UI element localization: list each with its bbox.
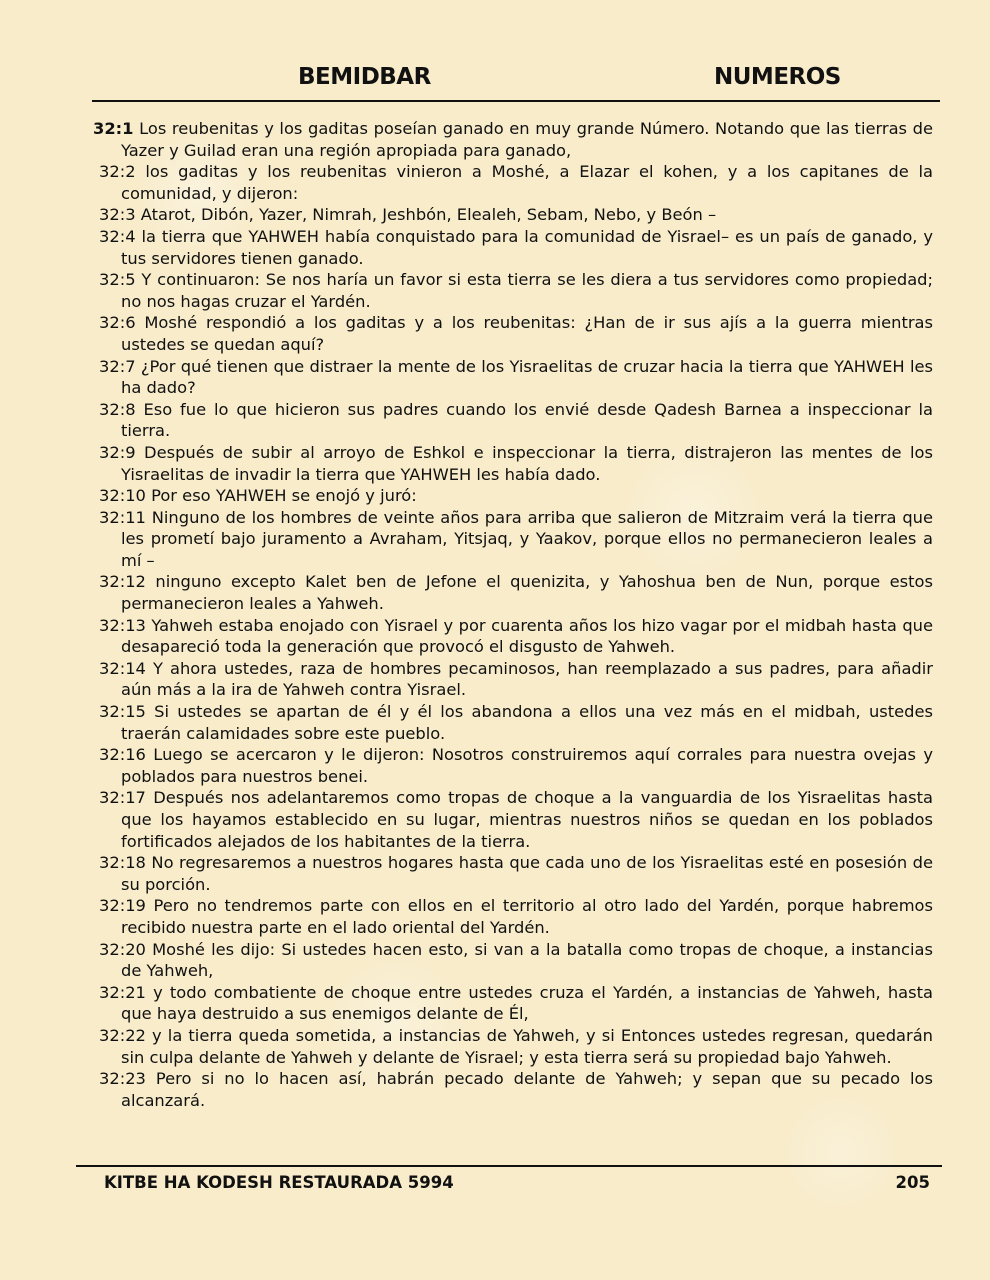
verse-text: Moshé les dijo: Si ustedes hacen esto, si van a la batalla como tropas de choque, a instancias de Yahweh, <box>121 939 933 981</box>
verse <box>93 507 933 572</box>
verse <box>93 744 933 787</box>
verse-text: Y ahora ustedes, raza de hombres pecaminosos, han reemplazado a sus padres, para añadir aún más a la ira de Yahweh contra Yisrael. <box>121 658 933 700</box>
verse-ref: 32:23 <box>99 1069 146 1089</box>
verse-text: Luego se acercaron y le dijeron: Nosotros construiremos aquí corrales para nuestra ovejas y poblados para nuestros benei. <box>121 745 933 786</box>
verse-ref: 32:13 <box>99 615 146 635</box>
verse-text: Pero si no lo hacen así, habrán pecado delante de Yahweh; y sepan que su pecado los alcanzará. <box>121 1069 933 1110</box>
verse <box>93 895 933 938</box>
verse-ref: 32:12 <box>99 572 146 592</box>
verse-text: los gaditas y los reubenitas vinieron a Moshé, a Elazar el kohen, y a los capitanes de la comunidad, y dijeron: <box>121 162 933 203</box>
verse-ref: 32:2 <box>99 162 136 182</box>
verse-ref: 32:3 <box>99 205 136 225</box>
verse-text: Eso fue lo que hicieron sus padres cuando los envié desde Qadesh Barnea a inspeccionar la tierra. <box>121 399 933 441</box>
verse <box>93 269 933 312</box>
verse <box>93 226 933 269</box>
verse-text: y todo combatiente de choque entre ustedes cruza el Yardén, a instancias de Yahweh, hasta que haya destruido a sus enemigos delante de Él, <box>121 982 933 1024</box>
verse <box>93 356 933 399</box>
verse-list <box>93 118 933 1111</box>
verse-ref: 32:6 <box>99 313 136 333</box>
verse <box>93 485 933 507</box>
verse <box>93 852 933 895</box>
verse-text: Pero no tendremos parte con ellos en el territorio al otro lado del Yardén, porque habremos recibido nuestra parte en el lado oriental del Yardén. <box>121 896 933 937</box>
verse <box>93 571 933 614</box>
verse-ref: 32:9 <box>99 442 136 462</box>
verse <box>93 1068 933 1111</box>
verse-ref: 32:10 <box>99 486 146 506</box>
verse <box>93 1025 933 1068</box>
verse <box>93 161 933 204</box>
page-number: 205 <box>895 1173 930 1192</box>
footer-publication-title: KITBE HA KODESH RESTAURADA 5994 <box>104 1173 454 1192</box>
verse <box>93 399 933 442</box>
verse-text: y la tierra queda sometida, a instancias de Yahweh, y si Entonces ustedes regresan, quedarán sin culpa delante de Yahweh y delante de Yisrael; y esta tierra será su propiedad bajo Yahweh. <box>121 1025 933 1067</box>
verse-text: Por eso YAHWEH se enojó y juró: <box>151 486 417 506</box>
verse-ref: 32:14 <box>99 658 146 678</box>
verse-ref: 32:20 <box>99 939 146 959</box>
verse <box>93 442 933 485</box>
verse <box>93 118 933 161</box>
verse-text: Moshé respondió a los gaditas y a los reubenitas: ¿Han de ir sus ajís a la guerra mientras ustedes se quedan aquí? <box>121 313 933 354</box>
verse-text: Atarot, Dibón, Yazer, Nimrah, Jeshbón, Elealeh, Sebam, Nebo, y Beón – <box>140 205 717 225</box>
verse <box>93 615 933 658</box>
header-book-title: BEMIDBAR <box>298 64 431 90</box>
verse <box>93 982 933 1025</box>
verse-ref: 32:21 <box>99 982 146 1002</box>
verse-text: No regresaremos a nuestros hogares hasta que cada uno de los Yisraelitas esté en posesión de su porción. <box>121 853 933 894</box>
verse <box>93 701 933 744</box>
verse-text: Ninguno de los hombres de veinte años para arriba que salieron de Mitzraim verá la tierra que les prometí bajo juramento a Avraham, Yitsjaq, y Yaakov, porque ellos no permanecieron leales a mí – <box>121 507 933 570</box>
verse-text: Yahweh estaba enojado con Yisrael y por cuarenta años los hizo vagar por el midbah hasta que desapareció toda la generación que provocó el disgusto de Yahweh. <box>121 615 933 657</box>
verse-ref: 32:18 <box>99 853 146 873</box>
verse-text: ¿Por qué tienen que distraer la mente de los Yisraelitas de cruzar hacia la tierra que YAHWEH les ha dado? <box>121 356 933 398</box>
verse-text: Y continuaron: Se nos haría un favor si esta tierra se les diera a tus servidores como propiedad; no nos hagas cruzar el Yardén. <box>121 270 933 311</box>
verse-text: Después de subir al arroyo de Eshkol e inspeccionar la tierra, distrajeron las mentes de los Yisraelitas de invadir la tierra que YAHWEH les había dado. <box>121 442 933 484</box>
verse-text: Después nos adelantaremos como tropas de choque a la vanguardia de los Yisraelitas hasta que los hayamos establecido en su lugar, mientras nuestros niños se quedan en los poblados fortificados alejados de los habitantes de la tierra. <box>121 788 933 851</box>
verse-ref: 32:17 <box>99 788 146 808</box>
verse <box>93 312 933 355</box>
verse-ref: 32:8 <box>99 399 136 419</box>
verse-ref: 32:19 <box>99 896 146 916</box>
verse-ref: 32:5 <box>99 270 136 290</box>
verse <box>93 658 933 701</box>
verse-ref: 32:4 <box>99 226 136 246</box>
verse-ref: 32:22 <box>99 1025 146 1045</box>
page-header <box>92 62 940 102</box>
verse-text: ninguno excepto Kalet ben de Jefone el quenizita, y Yahoshua ben de Nun, porque estos permanecieron leales a Yahweh. <box>121 572 933 614</box>
verse-text: Los reubenitas y los gaditas poseían ganado en muy grande Número. Notando que las tierras de Yazer y Guilad eran una región apropiada para ganado, <box>121 119 933 160</box>
verse <box>93 939 933 982</box>
verse-ref: 32:7 <box>99 356 136 376</box>
verse <box>93 787 933 852</box>
verse <box>93 204 933 226</box>
page-footer <box>76 1165 942 1192</box>
verse-ref: 32:11 <box>99 507 146 527</box>
verse-ref: 32:16 <box>99 745 146 765</box>
header-book-title-spanish: NUMEROS <box>714 64 841 90</box>
verse-ref: 32:15 <box>99 702 146 722</box>
verse-text: la tierra que YAHWEH había conquistado para la comunidad de Yisrael– es un país de ganado, y tus servidores tienen ganado. <box>121 226 933 268</box>
verse-text: Si ustedes se apartan de él y él los abandona a ellos una vez más en el midbah, ustedes traerán calamidades sobre este pueblo. <box>121 702 933 743</box>
verse-ref: 32:1 <box>93 119 134 138</box>
